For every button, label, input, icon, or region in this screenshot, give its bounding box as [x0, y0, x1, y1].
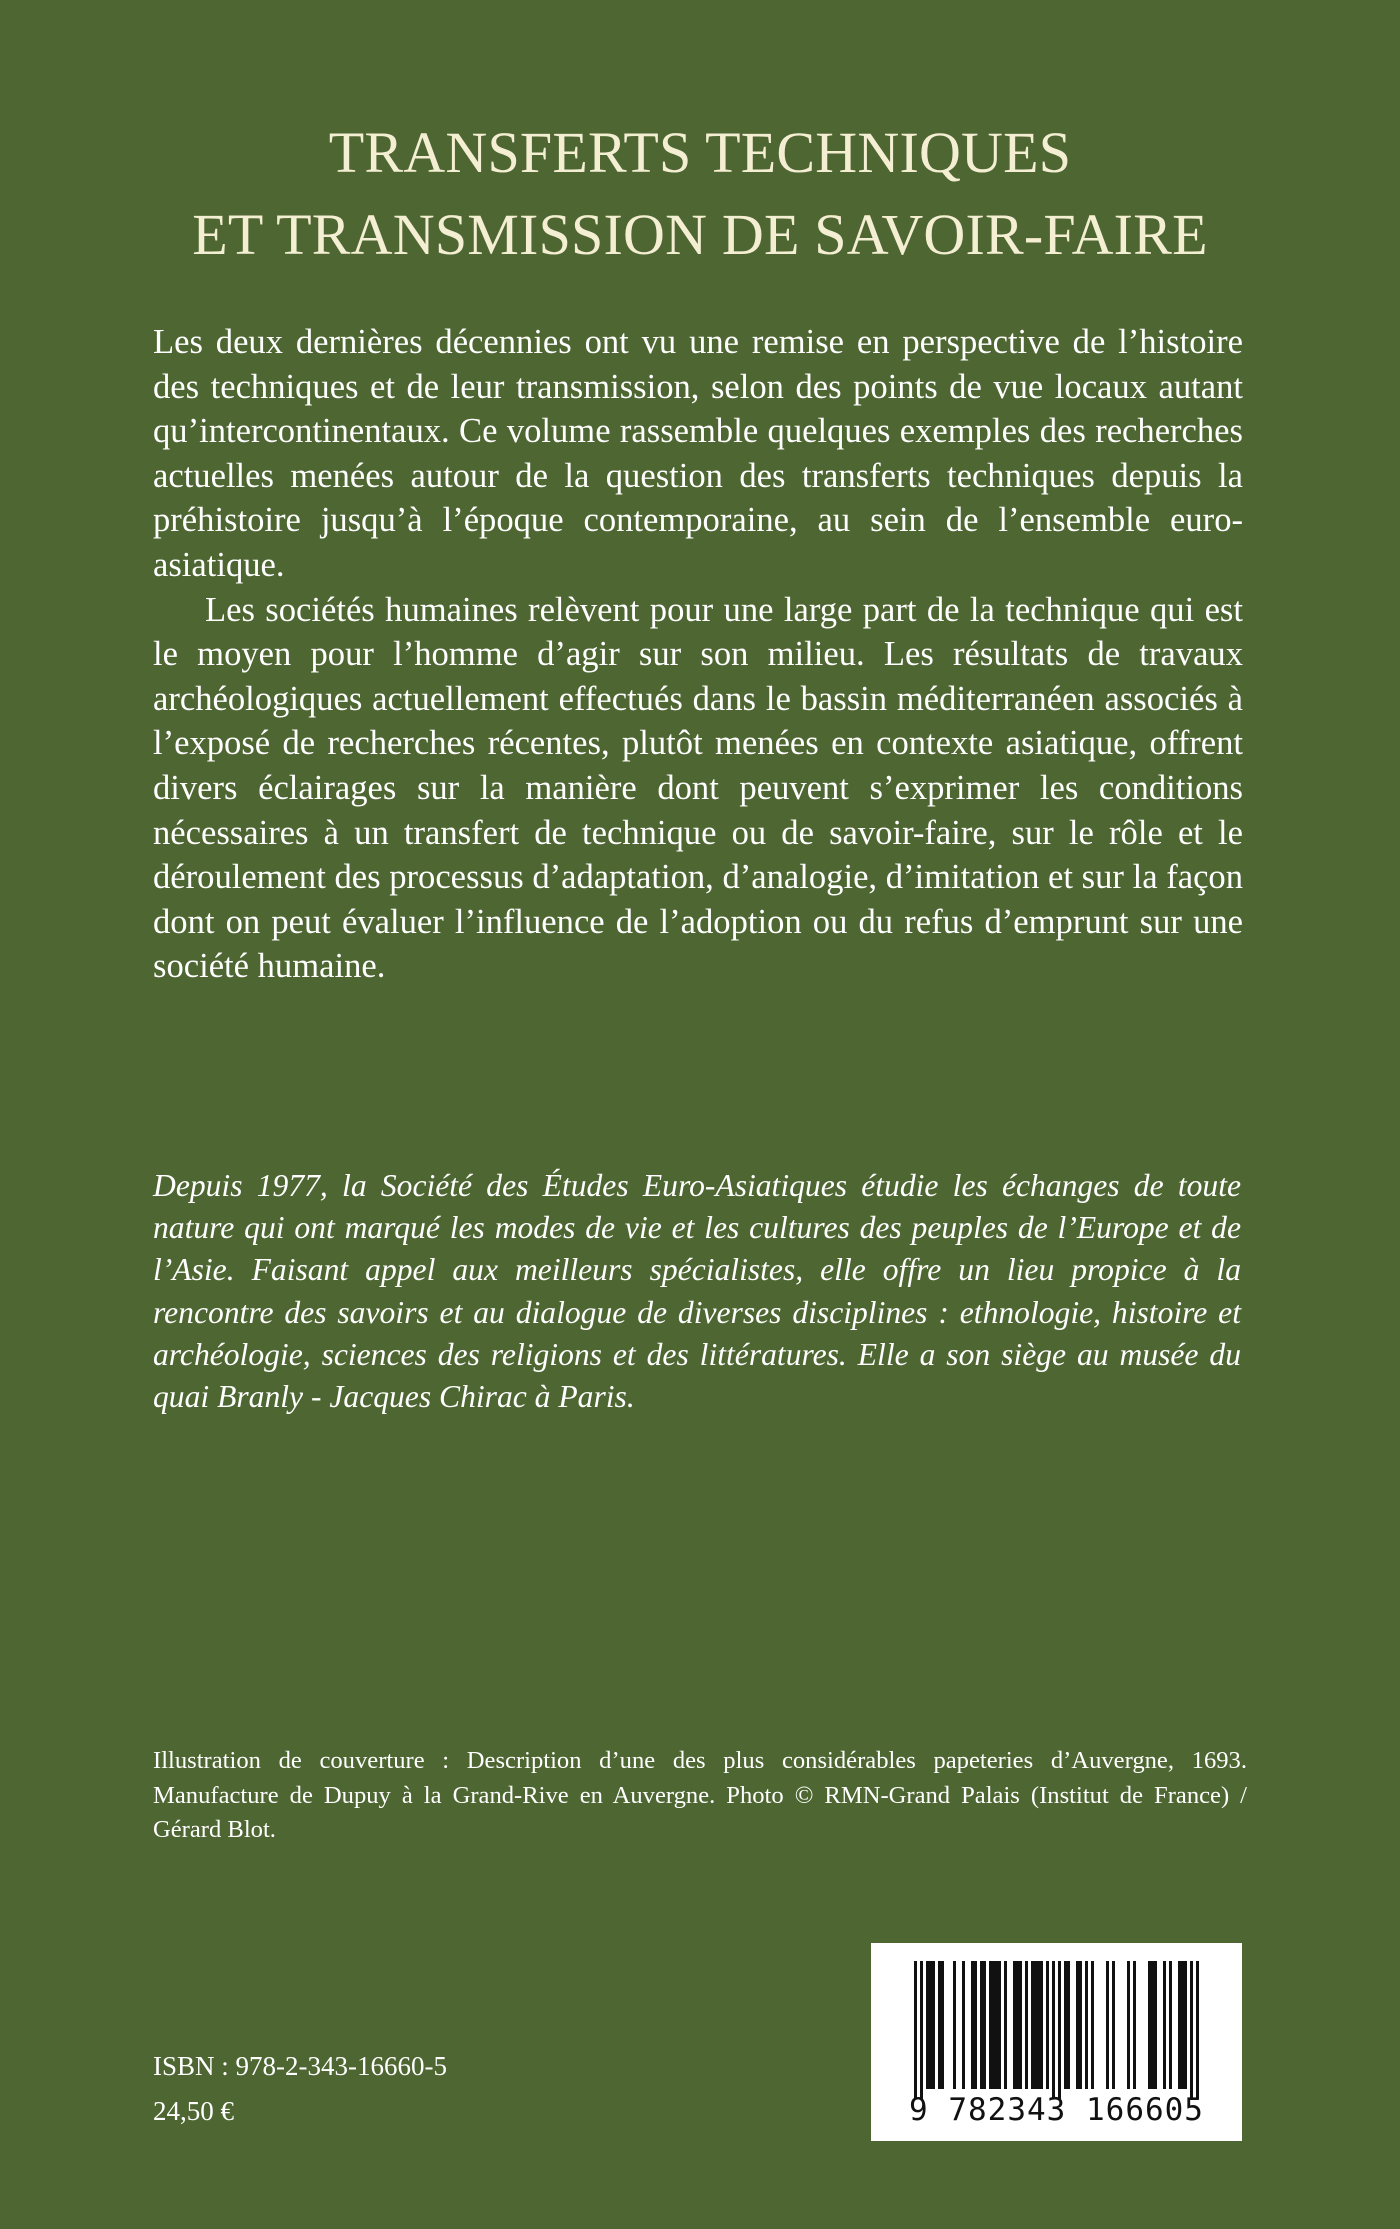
barcode-bar	[971, 1961, 974, 2089]
barcode-bar	[1091, 1961, 1094, 2089]
isbn-text: ISBN : 978-2-343-16660-5	[153, 2051, 447, 2081]
barcode-bar	[1151, 1961, 1154, 2089]
barcode-bar	[926, 1961, 929, 2089]
title-line-1: TRANSFERTS TECHNIQUES	[328, 120, 1072, 185]
barcode-bar	[1178, 1961, 1181, 2089]
barcode-bar	[1016, 1961, 1019, 2089]
barcode-bar	[1148, 1961, 1151, 2089]
barcode-bar	[1154, 1961, 1157, 2089]
barcode-bar	[932, 1961, 935, 2089]
barcode-bar	[1112, 1961, 1115, 2089]
barcode-bar	[1013, 1961, 1016, 2089]
barcode-bar	[1004, 1961, 1007, 2089]
barcode-digits: 9 782343 166605	[909, 2092, 1204, 2128]
barcode-bar	[1181, 1961, 1184, 2089]
barcode-bar	[1058, 1961, 1061, 2099]
barcode-bar	[1169, 1961, 1172, 2089]
barcode-bar	[1019, 1961, 1022, 2089]
barcode-bar	[989, 1961, 992, 2089]
barcode-bar	[1034, 1961, 1037, 2089]
barcode-bar	[974, 1961, 977, 2089]
description-paragraph-1: Les deux dernières décennies ont vu une remise en perspective de l’histoire des techniques et de leur transmission, selon des points de vue locaux autant qu’intercontinentaux. Ce volume rassemble quelques exemples des recherches actuelles menées autour de la question des transferts techniques depuis la préhistoire jusqu’à l’époque contemporaine, au sein de l’ensemble euro-asiatique.	[153, 323, 1243, 584]
barcode-bar	[998, 1961, 1001, 2089]
barcode-bar	[1064, 1961, 1067, 2089]
price-text: 24,50 €	[153, 2096, 234, 2126]
barcode-bar	[1127, 1961, 1130, 2089]
barcode-bar	[1085, 1961, 1088, 2089]
barcode-bar	[953, 1961, 956, 2089]
barcode-bar	[995, 1961, 998, 2089]
barcode-bar	[941, 1961, 944, 2089]
barcode-bar	[920, 1961, 923, 2099]
barcode-bar	[1133, 1961, 1136, 2089]
barcode-bar	[962, 1961, 965, 2089]
barcode-bar	[1076, 1961, 1079, 2089]
barcode-bar	[980, 1961, 983, 2089]
barcode-bar	[1067, 1961, 1070, 2089]
book-description	[153, 320, 1243, 989]
barcode	[871, 1943, 1242, 2141]
barcode-bar	[1031, 1961, 1034, 2089]
barcode-bar	[1190, 1961, 1193, 2099]
cover-illustration-credit: Illustration de couverture : Description d’une des plus considérables papeteries d’Auvergne, 1693. Manufacture de Dupuy à la Grand-Rive en Auvergne. Photo © RMN-Grand Palais (Institut de France) / Gérard Blot.	[153, 1747, 1247, 1843]
barcode-bar	[992, 1961, 995, 2089]
description-paragraph-2: Les sociétés humaines relèvent pour une large part de la technique qui est le moyen pour l’homme d’agir sur son milieu. Les résultats de travaux archéologiques actuellement effectués dans le bassin méditerranéen associés à l’exposé de recherches récentes, plutôt menées en contexte asiatique, offrent divers éclairages sur la manière dont peuvent s’exprimer les conditions nécessaires à un transfert de technique ou de savoir-faire, sur le rôle et le déroulement des processus d’adaptation, d’analogie, d’imitation et sur la façon dont on peut évaluer l’influence de l’adoption ou du refus d’emprunt sur une société humaine.	[153, 590, 1243, 986]
society-presentation: Depuis 1977, la Société des Études Euro-Asiatiques étudie les échanges de toute nature qui ont marqué les modes de vie et les cultures des peuples de l’Europe et de l’Asie. Faisant appel aux meilleurs spécialistes, elle offre un lieu propice à la rencontre des savoirs et au dialogue de diverses disciplines : ethnologie, histoire et archéologie, sciences des religions et des littératures. Elle a son siège au musée du quai Branly - Jacques Chirac à Paris.	[153, 1168, 1241, 1415]
book-title	[0, 112, 1400, 276]
barcode-bar	[938, 1961, 941, 2089]
barcode-bar	[1106, 1961, 1109, 2089]
barcode-bar	[1184, 1961, 1187, 2089]
barcode-bar	[1163, 1961, 1166, 2089]
barcode-bar	[1040, 1961, 1043, 2089]
barcode-bar	[1052, 1961, 1055, 2099]
barcode-bar	[929, 1961, 932, 2089]
barcode-bar	[914, 1961, 917, 2099]
barcode-bar	[1025, 1961, 1028, 2089]
barcode-bar	[1196, 1961, 1199, 2099]
barcode-bar	[983, 1961, 986, 2089]
barcode-bar	[1037, 1961, 1040, 2089]
title-line-2: ET TRANSMISSION DE SAVOIR-FAIRE	[192, 202, 1208, 267]
barcode-bar	[1046, 1961, 1049, 2089]
barcode-bar	[1079, 1961, 1082, 2089]
